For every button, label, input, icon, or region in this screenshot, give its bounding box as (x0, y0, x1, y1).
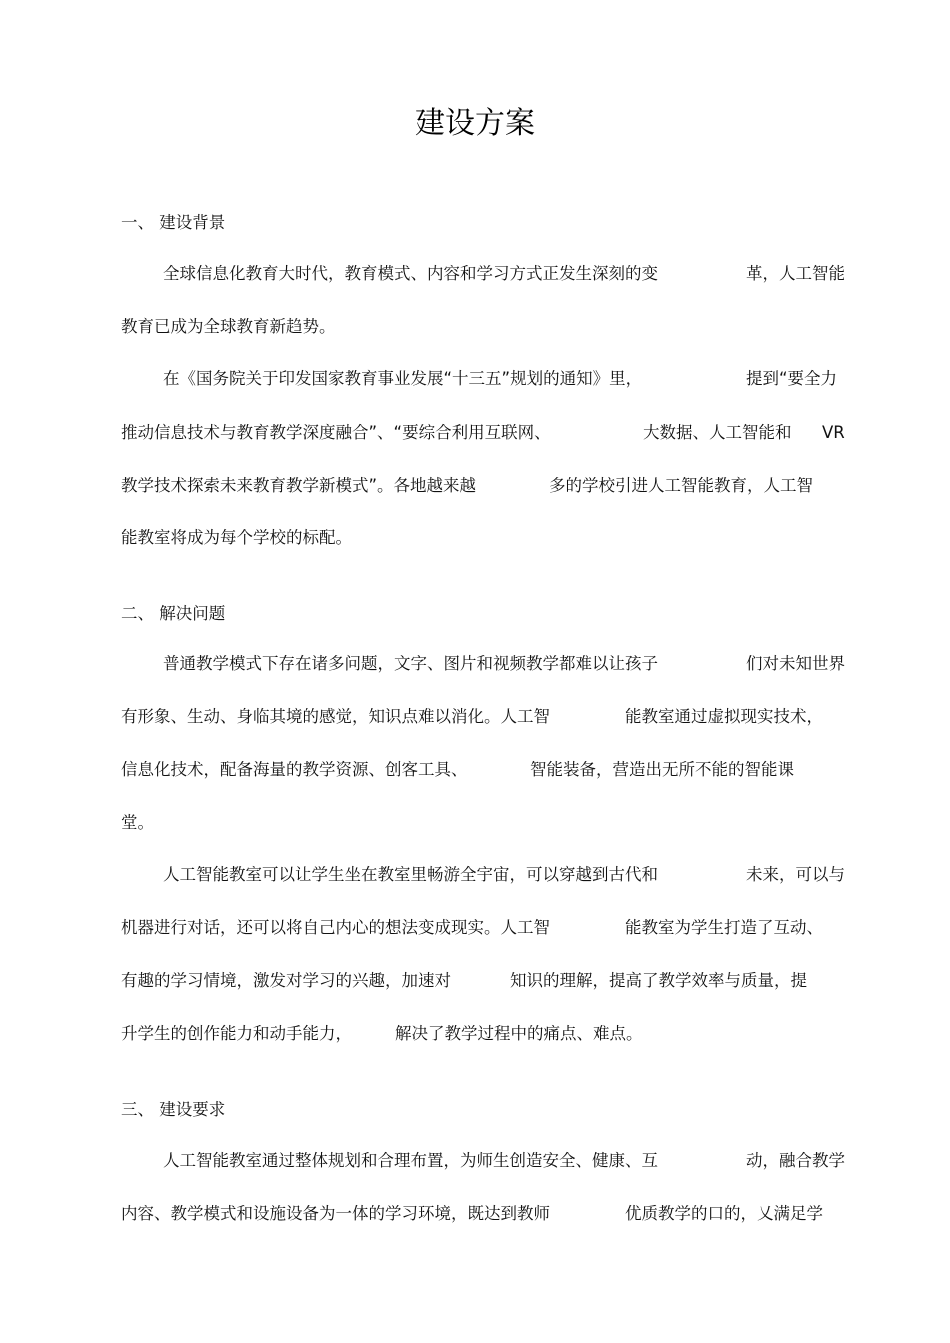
document-page: 建设方案 一、 建设背景 全球信息化教育大时代，教育模式、内容和学习方式正发生深刻的变 革，人工智能 教育已成为全球教育新趋势。 在《国务院关于印发国家教育事业发展“十三五”规划的通知》里， 提到“要全力 推动信息技术与教育教学深度融合”、“要综合利用互联网、 大数据、人工智能和 VR 教学技术探索未来教育教学新模式”。各地越来越 多的学校引进人工智能教育，人工智 能教室将成为每个学校的标配。 二、 解决问题 普通教学模式下存在诸多问题，文字、图片和视频教学都难以让孩子 们对未知世界 有形象、生动、身临其境的感觉，知识点难以消化。人工智 能教室通过虚拟现实技术， 信息化技术，配备海量的教学资源、创客工具、 智能装备，营造出无所不能的智能课 堂。 人工智能教室可以让学生坐在教室里畅游全宇宙，可以穿越到古代和 未来，可以与 机器进行对话，还可以将自己内心的想法变成现实。人工智 能教室为学生打造了互动、 有趣的学习情境，激发对学习的兴趣，加速对 知识的理解，提高了教学效率与质量，提 升学生的创作能力和动手能力， 解决了教学过程中的痛点、难点。 三、 建设要求 人工智能教室通过整体规划和合理布置，为师生创造安全、健康、互 动，融合教学 内容、教学模式和设施设备为一体的学习环境，既达到教师 优质教学的口的，乂满足学 (0, 0, 950, 1343)
document-title: 建设方案 (415, 106, 535, 141)
